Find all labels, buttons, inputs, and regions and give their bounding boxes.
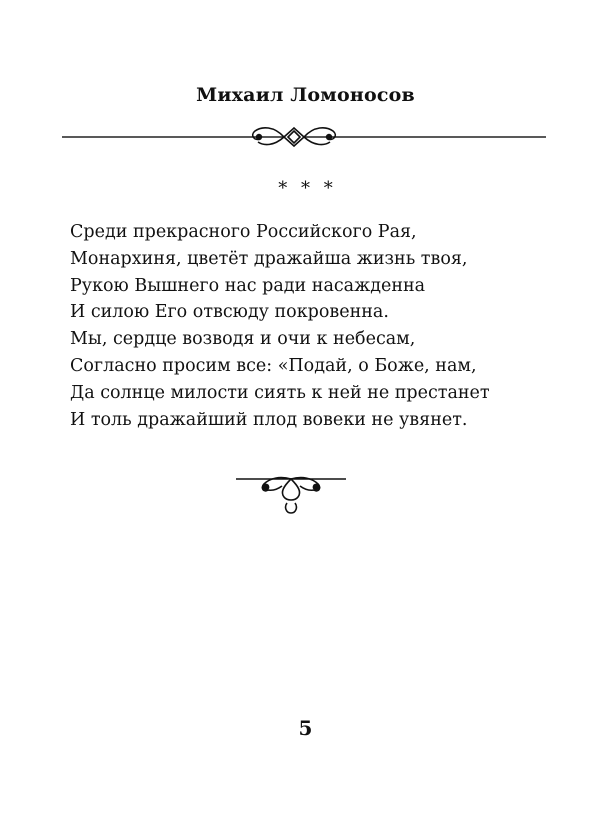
poem-line: Рукою Вышнего нас ради насажденна xyxy=(70,275,426,296)
flourish-tailpiece-icon xyxy=(232,466,350,516)
page-number: 5 xyxy=(298,716,313,740)
author-heading: Михаил Ломоносов xyxy=(196,84,415,106)
poem-line: Согласно просим все: «Подай, о Боже, нам, xyxy=(70,355,477,376)
poem-line: Монархиня, цветёт дражайша жизнь твоя, xyxy=(70,248,468,269)
poem-line: И толь дражайший плод вовеки не увянет. xyxy=(70,409,468,430)
poem-line: Мы, сердце возводя и очи к небесам, xyxy=(70,329,416,350)
poem-line: Среди прекрасного Российского Рая, xyxy=(70,222,417,242)
poem-line: И силою Его отвсюду покровенна. xyxy=(70,302,389,323)
section-mark: * * * xyxy=(278,178,333,199)
poem-text xyxy=(70,219,550,433)
poem-line: Да солнце милости сиять к ней не престанет xyxy=(70,382,490,403)
flourish-divider-icon xyxy=(62,118,546,152)
